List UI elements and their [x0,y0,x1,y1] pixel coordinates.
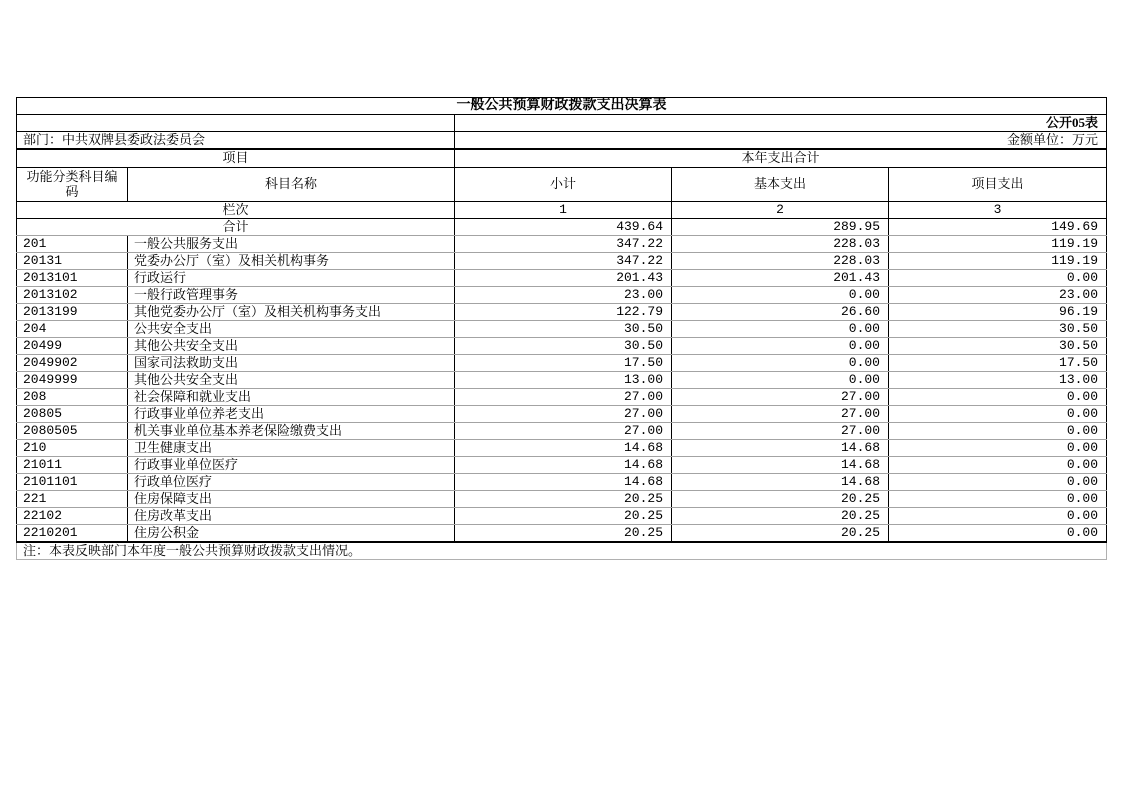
subject-code: 21011 [17,456,128,473]
subtotal-value: 27.00 [455,388,672,405]
subject-code: 2049902 [17,354,128,371]
subject-code: 20805 [17,405,128,422]
project-value: 0.00 [889,405,1107,422]
basic-value: 20.25 [672,524,889,542]
page-title: 一般公共预算财政拨款支出决算表 [17,98,1107,115]
subject-code: 210 [17,439,128,456]
subject-name: 住房公积金 [128,524,455,542]
subject-code: 2013102 [17,286,128,303]
header-subtotal-col: 小计 [455,167,672,201]
basic-value: 26.60 [672,303,889,320]
project-value: 119.19 [889,235,1107,252]
subtotal-value: 20.25 [455,524,672,542]
basic-value: 27.00 [672,422,889,439]
row-index-label: 栏次 [17,201,455,218]
subject-name: 行政运行 [128,269,455,286]
budget-sheet [16,97,1106,560]
header-code-col: 功能分类科目编码 [17,167,128,201]
basic-value: 14.68 [672,456,889,473]
basic-value: 0.00 [672,320,889,337]
col-index-2: 2 [672,201,889,218]
project-value: 0.00 [889,422,1107,439]
project-value: 96.19 [889,303,1107,320]
subtotal-value: 14.68 [455,439,672,456]
subject-code: 2013101 [17,269,128,286]
table-row [17,269,1107,286]
subject-code: 221 [17,490,128,507]
total-subtotal: 439.64 [455,218,672,235]
subject-code: 20131 [17,252,128,269]
basic-value: 14.68 [672,439,889,456]
project-value: 119.19 [889,252,1107,269]
basic-value: 0.00 [672,337,889,354]
total-row [17,218,1107,235]
table-row [17,456,1107,473]
subject-code: 2080505 [17,422,128,439]
table-row [17,286,1107,303]
subject-name: 其他党委办公厅（室）及相关机构事务支出 [128,303,455,320]
project-value: 13.00 [889,371,1107,388]
subtotal-value: 30.50 [455,337,672,354]
col-index-1: 1 [455,201,672,218]
subtotal-value: 347.22 [455,252,672,269]
subject-name: 一般公共服务支出 [128,235,455,252]
subject-code: 2210201 [17,524,128,542]
table-note: 注：本表反映部门本年度一般公共预算财政拨款支出情况。 [17,542,1107,560]
table-row [17,507,1107,524]
col-index-3: 3 [889,201,1107,218]
sheet-number-label: 公开05表 [455,115,1107,132]
table-row [17,337,1107,354]
header-basic-col: 基本支出 [672,167,889,201]
project-value: 0.00 [889,439,1107,456]
subject-code: 22102 [17,507,128,524]
subject-code: 20499 [17,337,128,354]
total-label: 合计 [17,218,455,235]
table-row [17,422,1107,439]
table-row [17,303,1107,320]
subject-name: 行政事业单位医疗 [128,456,455,473]
table-row [17,320,1107,337]
subtotal-value: 23.00 [455,286,672,303]
subject-name: 住房改革支出 [128,507,455,524]
subtotal-value: 122.79 [455,303,672,320]
table-row [17,388,1107,405]
basic-value: 0.00 [672,354,889,371]
department-label: 部门：中共双牌县委政法委员会 [17,132,455,150]
project-value: 30.50 [889,320,1107,337]
header-name-col: 科目名称 [128,167,455,201]
subject-name: 党委办公厅（室）及相关机构事务 [128,252,455,269]
table-row [17,252,1107,269]
subtotal-value: 20.25 [455,507,672,524]
project-value: 0.00 [889,269,1107,286]
subtotal-value: 17.50 [455,354,672,371]
subtotal-value: 20.25 [455,490,672,507]
subject-name: 一般行政管理事务 [128,286,455,303]
table-row [17,490,1107,507]
subject-code: 204 [17,320,128,337]
subject-name: 公共安全支出 [128,320,455,337]
project-value: 0.00 [889,473,1107,490]
subject-name: 机关事业单位基本养老保险缴费支出 [128,422,455,439]
subtotal-value: 13.00 [455,371,672,388]
basic-value: 14.68 [672,473,889,490]
table-row [17,473,1107,490]
subtotal-value: 14.68 [455,473,672,490]
basic-value: 20.25 [672,507,889,524]
subject-name: 社会保障和就业支出 [128,388,455,405]
subject-code: 201 [17,235,128,252]
subject-code: 2013199 [17,303,128,320]
subject-name: 行政单位医疗 [128,473,455,490]
total-basic: 289.95 [672,218,889,235]
table-row [17,439,1107,456]
subject-name: 其他公共安全支出 [128,337,455,354]
project-value: 30.50 [889,337,1107,354]
project-value: 0.00 [889,507,1107,524]
subject-name: 卫生健康支出 [128,439,455,456]
basic-value: 0.00 [672,371,889,388]
subtotal-value: 201.43 [455,269,672,286]
subtotal-value: 27.00 [455,422,672,439]
project-value: 0.00 [889,456,1107,473]
basic-value: 228.03 [672,252,889,269]
table-row [17,405,1107,422]
subject-name: 其他公共安全支出 [128,371,455,388]
subject-code: 208 [17,388,128,405]
header-project-col: 项目支出 [889,167,1107,201]
budget-table [16,97,1107,560]
total-project: 149.69 [889,218,1107,235]
project-value: 23.00 [889,286,1107,303]
subtotal-value: 30.50 [455,320,672,337]
basic-value: 20.25 [672,490,889,507]
table-row [17,524,1107,542]
subtotal-value: 14.68 [455,456,672,473]
project-value: 0.00 [889,388,1107,405]
subtotal-value: 27.00 [455,405,672,422]
subtotal-value: 347.22 [455,235,672,252]
subject-name: 国家司法救助支出 [128,354,455,371]
project-value: 17.50 [889,354,1107,371]
basic-value: 0.00 [672,286,889,303]
header-year-total-group: 本年支出合计 [455,149,1107,167]
subject-code: 2049999 [17,371,128,388]
table-row [17,371,1107,388]
basic-value: 27.00 [672,388,889,405]
subject-code: 2101101 [17,473,128,490]
subject-name: 住房保障支出 [128,490,455,507]
basic-value: 27.00 [672,405,889,422]
spacer-cell [17,115,455,132]
subject-name: 行政事业单位养老支出 [128,405,455,422]
project-value: 0.00 [889,524,1107,542]
unit-label: 金额单位：万元 [455,132,1107,150]
table-row [17,354,1107,371]
header-project-group: 项目 [17,149,455,167]
basic-value: 201.43 [672,269,889,286]
project-value: 0.00 [889,490,1107,507]
basic-value: 228.03 [672,235,889,252]
table-row [17,235,1107,252]
